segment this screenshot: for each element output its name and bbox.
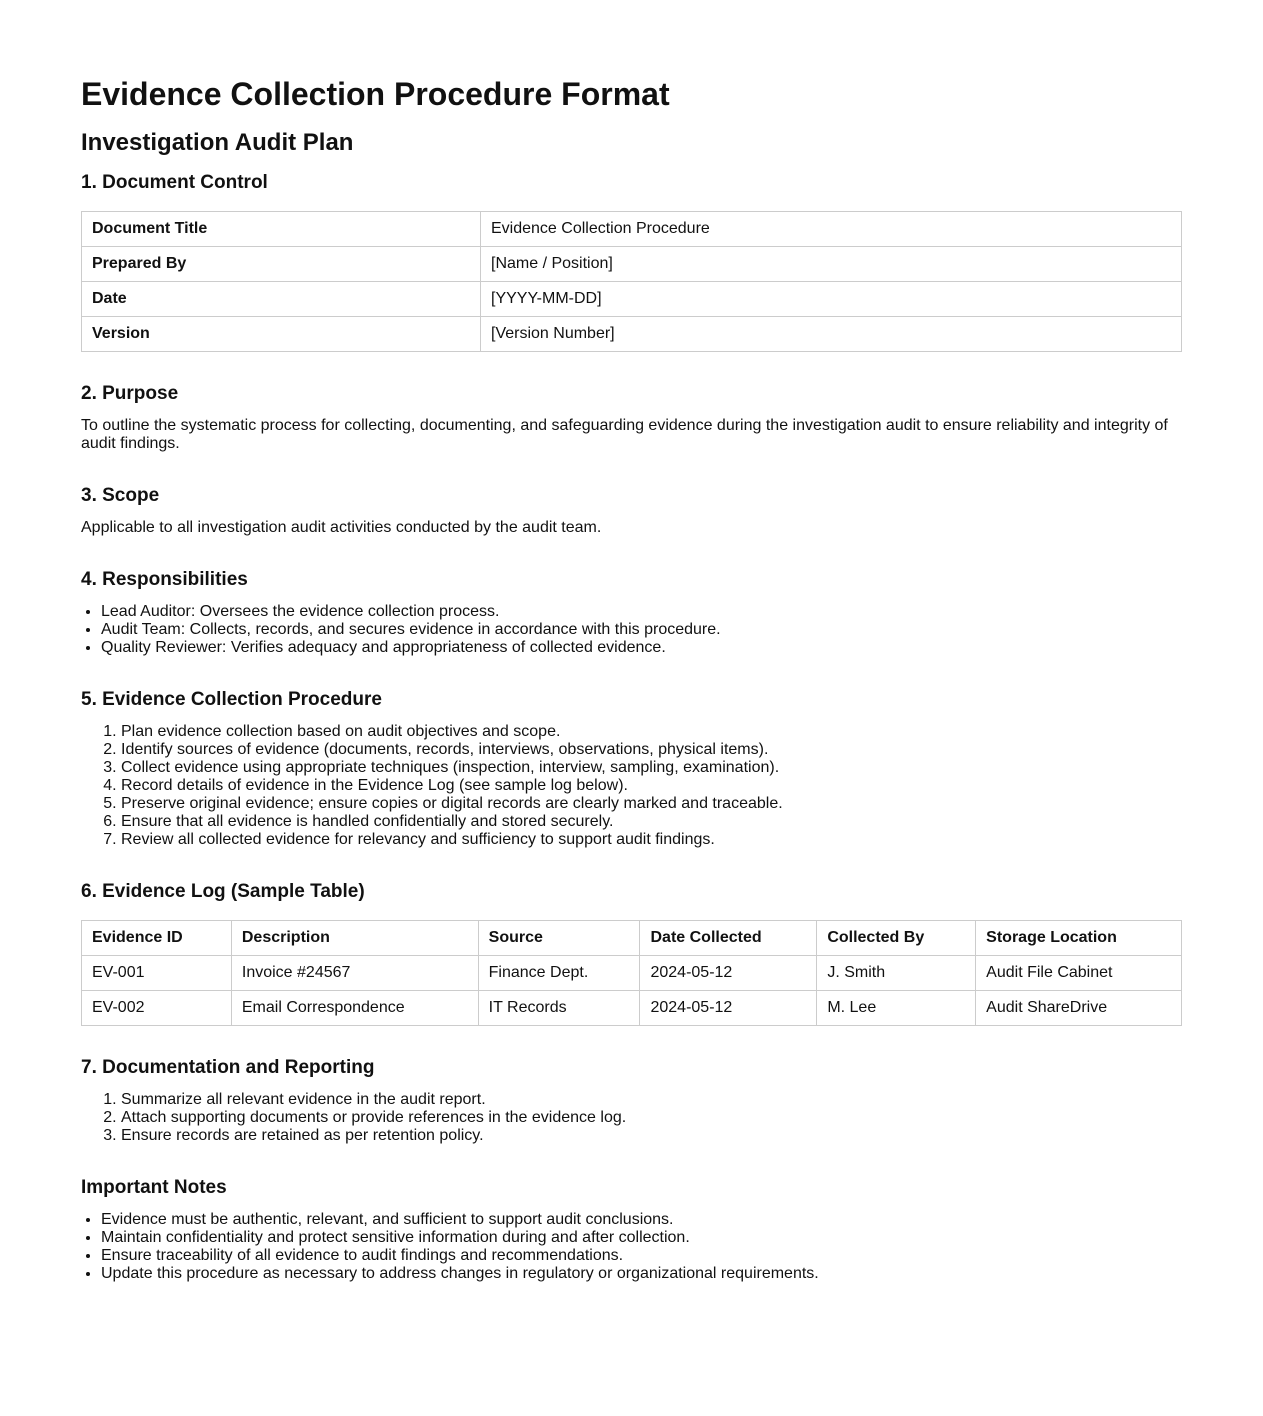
- section-heading: 6. Evidence Log (Sample Table): [81, 881, 365, 902]
- list-item: 3. Collect evidence using appropriate techniques (inspection, interview, sampling, examination).: [121, 759, 1182, 777]
- procedure-steps-list: [81, 723, 1182, 849]
- table-cell: Finance Dept.: [478, 956, 640, 991]
- list-item: 5. Preserve original evidence; ensure copies or digital records are clearly marked and traceable.: [121, 795, 1182, 813]
- table-cell: M. Lee: [817, 991, 976, 1026]
- list-item: 3. Ensure records are retained as per retention policy.: [121, 1127, 1182, 1145]
- list-item: 6. Ensure that all evidence is handled confidentially and stored securely.: [121, 813, 1182, 831]
- notes-section: [81, 1175, 1182, 1283]
- purpose-section: [81, 381, 1182, 453]
- list-item: 2. Identify sources of evidence (documents, records, interviews, observations, physical items).: [121, 741, 1182, 759]
- scope-text: Applicable to all investigation audit activities conducted by the audit team.: [81, 519, 602, 536]
- list-item: • Lead Auditor: Oversees the evidence collection process.: [101, 603, 1182, 621]
- section-heading: 4. Responsibilities: [81, 569, 248, 590]
- responsibilities-list: [81, 603, 1182, 657]
- list-item: • Maintain confidentiality and protect sensitive information during and after collection.: [101, 1229, 1182, 1247]
- responsibilities-section: [81, 567, 1182, 657]
- list-item: • Update this procedure as necessary to address changes in regulatory or organizational requirements.: [101, 1265, 1182, 1283]
- column-header: Storage Location: [976, 921, 1182, 956]
- list-item: • Quality Reviewer: Verifies adequacy and appropriateness of collected evidence.: [101, 639, 1182, 657]
- table-row: [82, 956, 1182, 991]
- table-row: [82, 317, 1182, 352]
- column-header: Evidence ID: [82, 921, 232, 956]
- procedure-section: [81, 687, 1182, 849]
- table-cell: Email Correspondence: [231, 991, 478, 1026]
- list-item: • Audit Team: Collects, records, and secures evidence in accordance with this procedure.: [101, 621, 1182, 639]
- list-item: 2. Attach supporting documents or provide references in the evidence log.: [121, 1109, 1182, 1127]
- table-cell-label: Version: [82, 317, 481, 352]
- table-cell: Audit File Cabinet: [976, 956, 1182, 991]
- purpose-text: To outline the systematic process for collecting, documenting, and safeguarding evidence during the investigation audit to ensure reliability and integrity of audit findings.: [81, 417, 1168, 452]
- column-header: Description: [231, 921, 478, 956]
- table-cell-value: [Name / Position]: [481, 247, 1182, 282]
- table-cell-label: Prepared By: [82, 247, 481, 282]
- column-header: Collected By: [817, 921, 976, 956]
- table-cell-label: Date: [82, 282, 481, 317]
- table-cell-value: [Version Number]: [481, 317, 1182, 352]
- document-page: [81, 70, 1182, 1299]
- section-heading: 2. Purpose: [81, 383, 179, 404]
- list-item: 7. Review all collected evidence for relevancy and sufficiency to support audit findings.: [121, 831, 1182, 849]
- table-cell: 2024-05-12: [640, 991, 817, 1026]
- section-heading: Important Notes: [81, 1177, 227, 1198]
- table-cell: IT Records: [478, 991, 640, 1026]
- table-row: [82, 247, 1182, 282]
- table-cell-label: Document Title: [82, 212, 481, 247]
- section-heading: 1. Document Control: [81, 172, 268, 193]
- table-cell: EV-002: [82, 991, 232, 1026]
- evidence-log-section: [81, 879, 1182, 1026]
- section-heading: 5. Evidence Collection Procedure: [81, 689, 382, 710]
- table-cell: EV-001: [82, 956, 232, 991]
- table-cell: J. Smith: [817, 956, 976, 991]
- list-item: • Evidence must be authentic, relevant, and sufficient to support audit conclusions.: [101, 1211, 1182, 1229]
- table-row: [82, 282, 1182, 317]
- document-control-section: [81, 170, 1182, 352]
- table-cell-value: [YYYY-MM-DD]: [481, 282, 1182, 317]
- list-item: 4. Record details of evidence in the Evidence Log (see sample log below).: [121, 777, 1182, 795]
- notes-list: [81, 1211, 1182, 1283]
- evidence-log-table: [81, 920, 1182, 1026]
- document-control-table: [81, 211, 1182, 352]
- table-cell: 2024-05-12: [640, 956, 817, 991]
- scope-section: [81, 483, 1182, 537]
- table-cell: Invoice #24567: [231, 956, 478, 991]
- documentation-steps-list: [81, 1091, 1182, 1145]
- list-item: • Ensure traceability of all evidence to audit findings and recommendations.: [101, 1247, 1182, 1265]
- table-row: [82, 212, 1182, 247]
- table-row: [82, 991, 1182, 1026]
- page-subtitle: Investigation Audit Plan: [81, 129, 354, 156]
- column-header: Source: [478, 921, 640, 956]
- list-item: 1. Plan evidence collection based on audit objectives and scope.: [121, 723, 1182, 741]
- column-header: Date Collected: [640, 921, 817, 956]
- section-heading: 7. Documentation and Reporting: [81, 1057, 375, 1078]
- section-heading: 3. Scope: [81, 485, 160, 506]
- list-item: 1. Summarize all relevant evidence in the audit report.: [121, 1091, 1182, 1109]
- page-title: Evidence Collection Procedure Format: [81, 76, 670, 112]
- documentation-section: [81, 1055, 1182, 1145]
- table-cell-value: Evidence Collection Procedure: [481, 212, 1182, 247]
- table-cell: Audit ShareDrive: [976, 991, 1182, 1026]
- table-header-row: [82, 921, 1182, 956]
